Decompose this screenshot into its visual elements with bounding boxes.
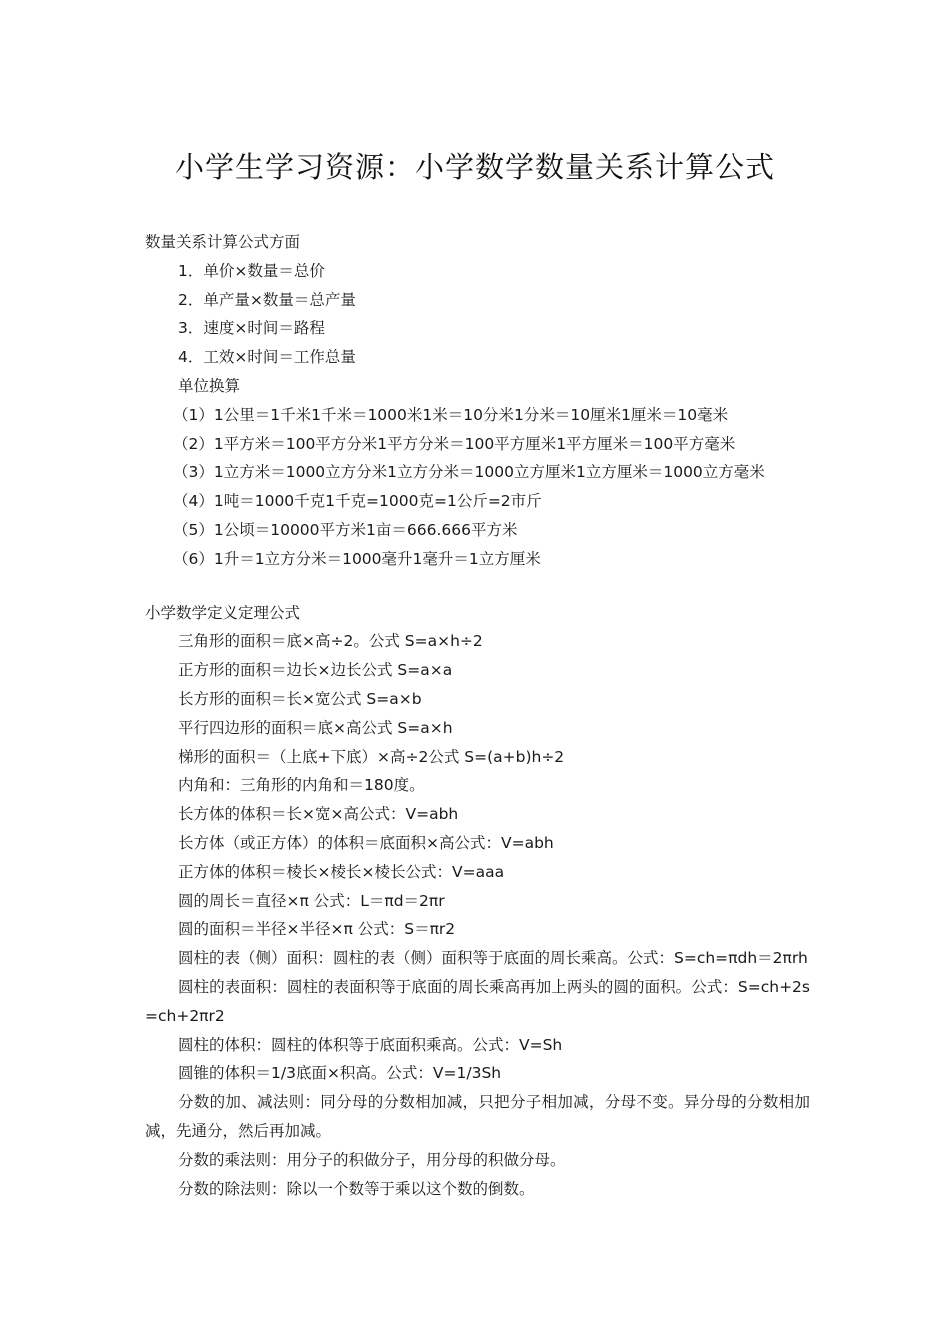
formula-parallelogram-area: 平行四边形的面积＝底×高公式 S=a×h xyxy=(178,718,453,737)
unit-conversion-5: （5）1公顷＝10000平方米1亩＝666.666平方米 xyxy=(173,520,518,539)
formula-cuboid-volume: 长方体的体积＝长×宽×高公式：V=abh xyxy=(178,805,459,824)
formula-item-4: 4．工效×时间＝工作总量 xyxy=(178,348,356,367)
formula-rectangle-area: 长方形的面积＝长×宽公式 S=a×b xyxy=(178,689,422,708)
formula-circle-area: 圆的面积＝半径×半径×π 公式：S＝πr2 xyxy=(178,920,456,939)
formula-square-area: 正方形的面积＝边长×边长公式 S=a×a xyxy=(178,661,453,680)
formula-item-3: 3．速度×时间＝路程 xyxy=(178,319,325,338)
formula-cone-volume: 圆锥的体积＝1/3底面×积高。公式：V=1/3Sh xyxy=(178,1064,502,1083)
unit-conversion-6: （6）1升＝1立方分米＝1000毫升1毫升＝1立方厘米 xyxy=(173,549,541,568)
unit-conversion-4: （4）1吨＝1000千克1千克=1000克=1公斤=2市斤 xyxy=(173,492,542,511)
rule-fraction-multiply: 分数的乘法则：用分子的积做分子，用分母的积做分母。 xyxy=(178,1150,566,1169)
page-title: 小学生学习资源：小学数学数量关系计算公式 xyxy=(174,150,775,184)
formula-item-2: 2．单产量×数量＝总产量 xyxy=(178,290,356,309)
unit-conversion-1: （1）1公里＝1千米1千米＝1000米1米＝10分米1分米＝10厘米1厘米＝10毫米 xyxy=(173,405,729,424)
document-body xyxy=(145,228,810,1203)
unit-conversion-3: （3）1立方米＝1000立方分米1立方分米＝1000立方厘米1立方厘米＝1000立方毫米 xyxy=(173,463,765,482)
unit-conversion-heading: 单位换算 xyxy=(178,376,241,395)
section-gap xyxy=(145,574,810,599)
formula-cylinder-surface-area: 圆柱的表面积：圆柱的表面积等于底面的周长乘高再加上两头的圆的面积。公式：S=ch+2s=ch+2πr2 xyxy=(145,977,810,1025)
rule-fraction-add-subtract: 分数的加、减法则：同分母的分数相加减，只把分子相加减，分母不变。异分母的分数相加减，先通分，然后再加减。 xyxy=(145,1093,810,1140)
formula-triangle-angles: 内角和：三角形的内角和＝180度。 xyxy=(178,776,425,795)
formula-cube-volume: 正方体的体积＝棱长×棱长×棱长公式：V=aaa xyxy=(178,862,505,881)
formula-cylinder-volume: 圆柱的体积：圆柱的体积等于底面积乘高。公式：V=Sh xyxy=(178,1035,563,1054)
rule-fraction-divide: 分数的除法则：除以一个数等于乘以这个数的倒数。 xyxy=(178,1179,535,1198)
section-heading-definitions: 小学数学定义定理公式 xyxy=(145,603,301,622)
unit-conversion-2: （2）1平方米＝100平方分米1平方分米＝100平方厘米1平方厘米＝100平方毫米 xyxy=(173,434,736,453)
section-heading-quantity-relations: 数量关系计算公式方面 xyxy=(145,233,301,251)
formula-circle-circumference: 圆的周长＝直径×π 公式：L＝πd＝2πr xyxy=(178,891,445,910)
formula-cuboid-cube-volume: 长方体（或正方体）的体积＝底面积×高公式：V=abh xyxy=(178,833,554,852)
formula-cylinder-lateral-area: 圆柱的表（侧）面积：圆柱的表（侧）面积等于底面的周长乘高。公式：S=ch=πdh＝2πrh xyxy=(178,949,808,968)
formula-trapezoid-area: 梯形的面积＝（上底+下底）×高÷2公式 S=(a+b)h÷2 xyxy=(178,747,565,766)
formula-item-1: 1．单价×数量＝总价 xyxy=(178,261,325,280)
formula-triangle-area: 三角形的面积＝底×高÷2。公式 S=a×h÷2 xyxy=(178,632,483,651)
